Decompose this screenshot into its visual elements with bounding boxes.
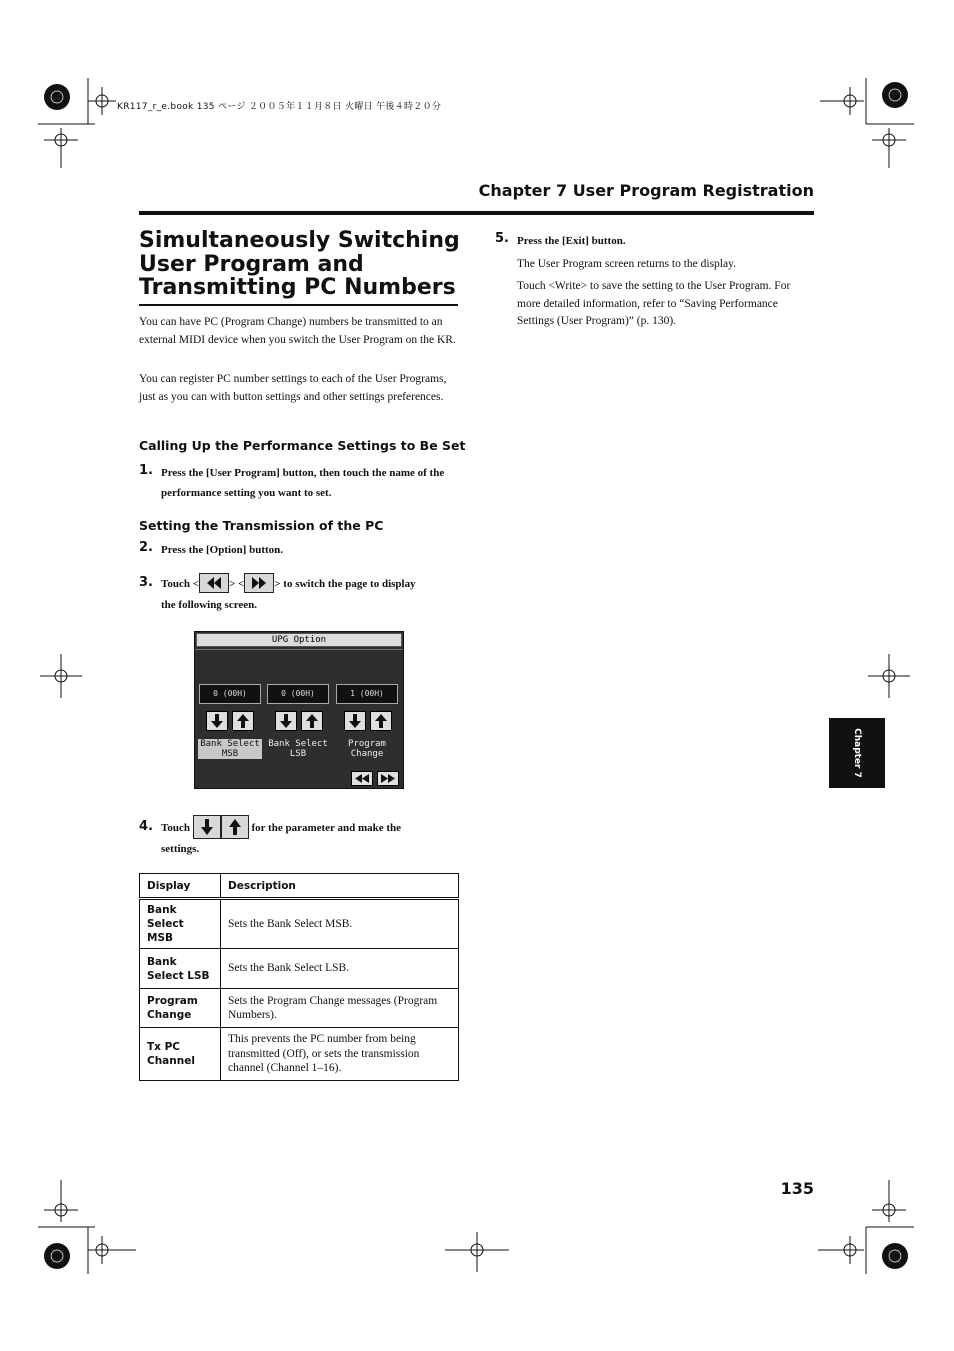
upg-option-screen <box>194 631 404 789</box>
table-header-display: Display <box>140 874 221 899</box>
param-label-line: Bank Select <box>200 739 260 749</box>
step-4-rest: for the parameter and make the <box>251 822 402 834</box>
table-row <box>140 1028 459 1081</box>
table-row <box>140 989 459 1028</box>
step-4-touch: Touch <box>161 822 190 834</box>
screen-title: UPG Option <box>196 633 402 647</box>
display-line: Program <box>147 995 198 1007</box>
param-label-line: LSB <box>289 749 307 759</box>
table-cell-display <box>140 1028 221 1081</box>
table-header-row <box>140 874 459 899</box>
param-label-bank-lsb[interactable] <box>266 739 330 759</box>
table-header-description: Description <box>221 874 459 899</box>
header-rule <box>139 211 814 215</box>
step-4-number: 4. <box>139 819 153 834</box>
table-cell-display <box>140 899 221 949</box>
step-5-text: Press the [Exit] button. <box>517 235 626 247</box>
table-cell-description: Sets the Bank Select MSB. <box>221 899 459 949</box>
intro-paragraph-2: You can register PC number settings to each of the User Programs, just as you can with button settings and other settings preferences. <box>139 373 447 403</box>
param-label-program-change[interactable] <box>335 739 399 759</box>
up-arrow-icon[interactable] <box>370 711 392 731</box>
chapter-side-tab-label: Chapter 7 <box>852 728 862 778</box>
step-3-touch: Touch < <box>161 578 199 590</box>
down-arrow-icon[interactable] <box>275 711 297 731</box>
param-label-line: Change <box>350 749 384 759</box>
chapter-side-tab <box>829 718 885 788</box>
bank-msb-value: 0 (00H) <box>199 684 261 704</box>
step-3-rest: > to switch the page to display <box>274 578 416 590</box>
display-line: Change <box>147 1009 192 1021</box>
step-2-number: 2. <box>139 540 153 555</box>
down-arrow-icon <box>193 815 221 839</box>
display-line: Channel <box>147 1055 195 1067</box>
step-4-text <box>161 811 461 845</box>
table-cell-display <box>140 989 221 1028</box>
title-rule <box>139 304 458 306</box>
step-5-number: 5. <box>495 231 509 246</box>
up-arrow-icon[interactable] <box>232 711 254 731</box>
program-change-value: 1 (00H) <box>336 684 398 704</box>
param-label-bank-msb[interactable] <box>198 739 262 759</box>
table-cell-description: Sets the Bank Select LSB. <box>221 949 459 989</box>
table-row <box>140 899 459 949</box>
display-line: Select MSB <box>147 918 184 944</box>
table-cell-description: This prevents the PC number from being transmitted (Off), or sets the transmission channel (Channel 1–16). <box>221 1028 459 1081</box>
print-meta-line: KR117_r_e.book 135 ページ ２００５年１１月８日 火曜日 午後４時２０分 <box>117 102 442 112</box>
param-label-line: MSB <box>221 749 239 759</box>
section-title-line-1: Simultaneously Switching <box>139 228 460 253</box>
intro-paragraph-1: You can have PC (Program Change) numbers be transmitted to an external MIDI device when you switch the User Program on the KR. <box>139 316 456 346</box>
step-5-paragraph-2: Touch <Write> to save the setting to the User Program. For more detailed information, refer to “Saving Performance Settings (User Program)” (p. 130). <box>517 280 791 327</box>
rewind-icon <box>199 573 229 593</box>
fast-forward-icon <box>244 573 274 593</box>
table-cell-description: Sets the Program Change messages (Program Numbers). <box>221 989 459 1028</box>
up-arrow-icon <box>221 815 249 839</box>
up-arrow-icon[interactable] <box>301 711 323 731</box>
rewind-icon[interactable] <box>351 771 373 786</box>
table-cell-display <box>140 949 221 989</box>
section-title <box>139 229 469 300</box>
subheading-calling-up: Calling Up the Performance Settings to Be Set <box>139 438 466 453</box>
page-number: 135 <box>780 1179 814 1198</box>
step-3-number: 3. <box>139 575 153 590</box>
step-4-text-line-2: settings. <box>161 843 200 855</box>
display-line: Tx PC <box>147 1041 180 1053</box>
screen-divider <box>195 649 403 650</box>
down-arrow-icon[interactable] <box>344 711 366 731</box>
step-3-sep: > < <box>228 578 245 590</box>
section-title-line-2: User Program and <box>139 251 364 277</box>
display-line: Bank <box>147 904 177 916</box>
bank-lsb-value: 0 (00H) <box>267 684 329 704</box>
subheading-transmission: Setting the Transmission of the PC <box>139 518 384 533</box>
chapter-header: Chapter 7 User Program Registration <box>478 181 814 200</box>
fast-forward-icon[interactable] <box>377 771 399 786</box>
step-1-number: 1. <box>139 463 153 478</box>
section-title-line-3: Transmitting PC Numbers <box>139 275 456 300</box>
parameter-table <box>139 873 459 1081</box>
display-line: Select LSB <box>147 969 210 982</box>
step-1-text: Press the [User Program] button, then touch the name of the performance setting you want to set. <box>161 467 445 499</box>
display-line: Bank <box>147 955 177 968</box>
step-5-paragraph-1: The User Program screen returns to the display. <box>517 258 736 270</box>
step-2-text: Press the [Option] button. <box>161 544 284 556</box>
step-3-text-line-2: the following screen. <box>161 599 258 611</box>
table-row <box>140 949 459 989</box>
param-label-line: Bank Select <box>268 739 328 749</box>
down-arrow-icon[interactable] <box>206 711 228 731</box>
param-label-line: Program <box>348 739 386 749</box>
